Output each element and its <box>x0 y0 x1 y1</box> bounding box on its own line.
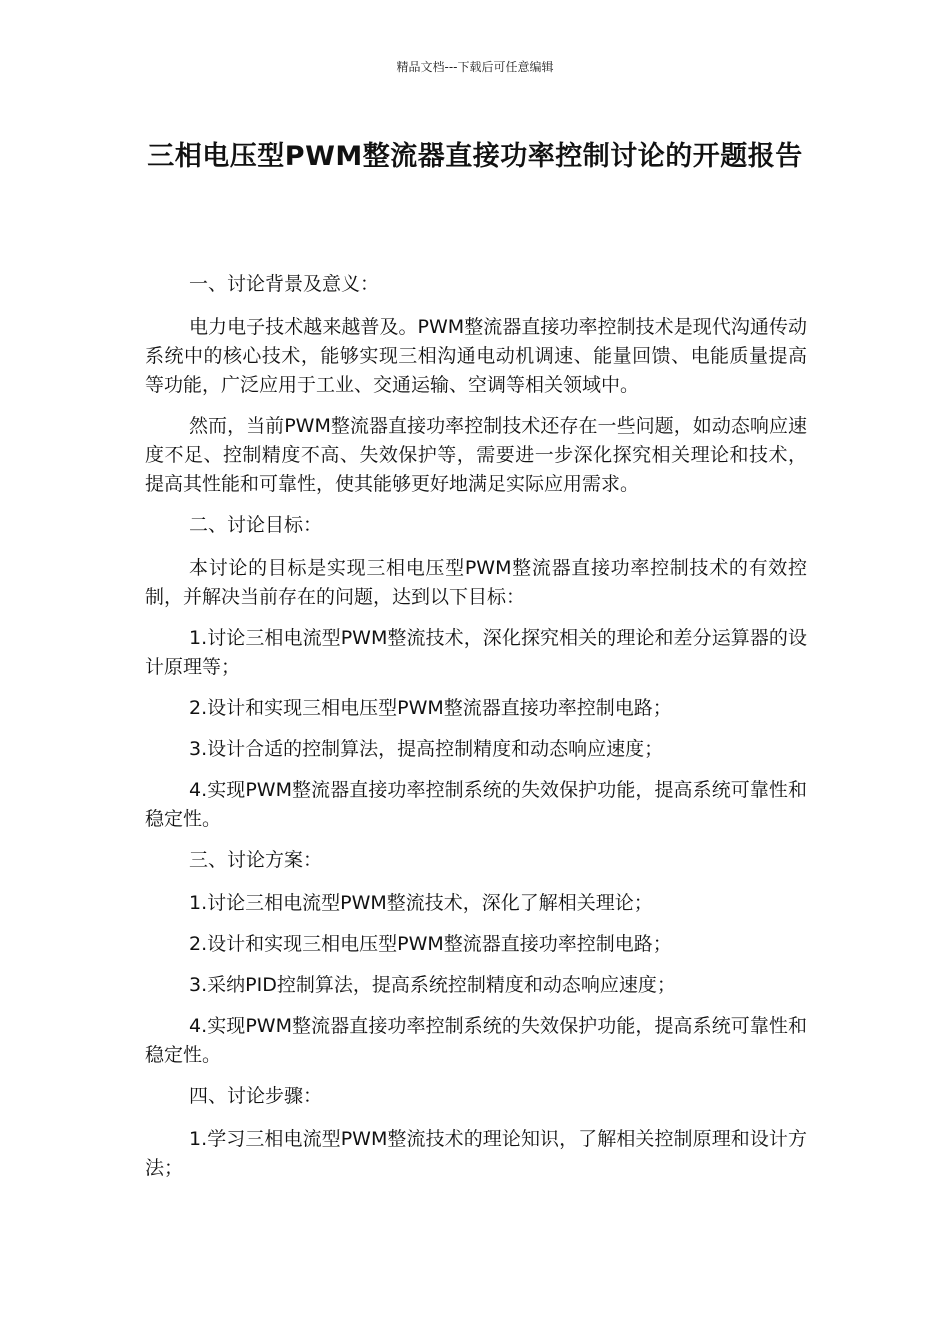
paragraph-goals-intro: 本讨论的目标是实现三相电压型PWM整流器直接功率控制技术的有效控制，并解决当前存在的问题，达到以下目标： <box>145 557 807 608</box>
list-item-goal-3: 3.设计合适的控制算法，提高控制精度和动态响应速度； <box>189 738 664 760</box>
section-heading-plan: 三、讨论方案： <box>189 849 323 871</box>
list-item-goal-4: 4.实现PWM整流器直接功率控制系统的失效保护功能，提高系统可靠性和稳定性。 <box>145 779 807 830</box>
paragraph-background-2: 然而，当前PWM整流器直接功率控制技术还存在一些问题，如动态响应速度不足、控制精度不高、失效保护等，需要进一步深化探究相关理论和技术，提高其性能和可靠性，使其能够更好地满足实际应用需求。 <box>145 415 807 495</box>
list-item-plan-1: 1.讨论三相电流型PWM整流技术，深化了解相关理论； <box>189 892 653 914</box>
page-header-note: 精品文档---下载后可任意编辑 <box>396 60 554 74</box>
list-item-step-1: 1.学习三相电流型PWM整流技术的理论知识，了解相关控制原理和设计方法； <box>145 1128 807 1179</box>
section-heading-goals: 二、讨论目标： <box>189 514 323 536</box>
list-item-goal-1: 1.讨论三相电流型PWM整流技术，深化探究相关的理论和差分运算器的设计原理等； <box>145 627 807 678</box>
list-item-plan-4: 4.实现PWM整流器直接功率控制系统的失效保护功能，提高系统可靠性和稳定性。 <box>145 1015 807 1066</box>
section-heading-steps: 四、讨论步骤： <box>189 1085 323 1107</box>
section-heading-background: 一、讨论背景及意义： <box>189 273 380 295</box>
document-body <box>145 270 807 1195</box>
document-title: 三相电压型PWM整流器直接功率控制讨论的开题报告 <box>147 141 803 172</box>
list-item-plan-2: 2.设计和实现三相电压型PWM整流器直接功率控制电路； <box>189 933 672 955</box>
list-item-goal-2: 2.设计和实现三相电压型PWM整流器直接功率控制电路； <box>189 697 672 719</box>
paragraph-background-1: 电力电子技术越来越普及。PWM整流器直接功率控制技术是现代沟通传动系统中的核心技术，能够实现三相沟通电动机调速、能量回馈、电能质量提高等功能，广泛应用于工业、交通运输、空调等相关领域中。 <box>145 316 807 396</box>
list-item-plan-3: 3.采纳PID控制算法，提高系统控制精度和动态响应速度； <box>189 974 676 996</box>
